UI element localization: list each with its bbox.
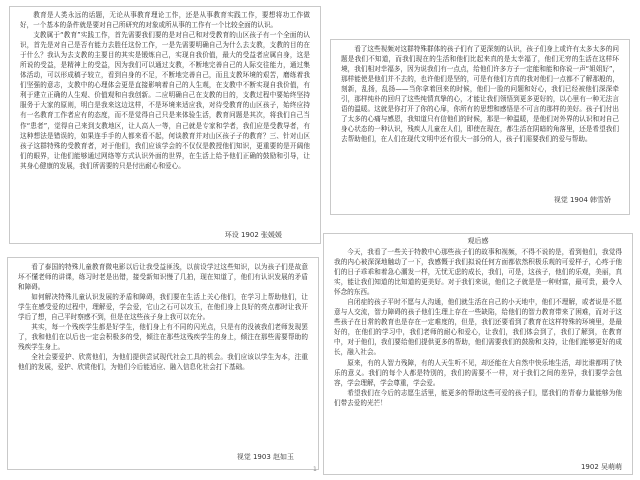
essay-card-3 bbox=[7, 257, 319, 470]
essay-4-paragraph-1: 今天，我看了一些关于特教中心那些孩子们的故事和视频，不得不说的是，看到他们，我觉得我的内心被深深地触动了一下，我感慨于我们拟说任何方面都依然积极乐观的可爱样子，心疼于他们的日子乖乖和着急心潮发一样，无忧无虑的成长，我们，可是，这孩子，他们的乐观，美丽，真实，能让我们知道的比知道的更美好。对于我们来说，他们之子就是是一种财富，最可贵，最令人怀念的东西。 bbox=[334, 248, 622, 297]
essay-2-signature: 视觉 1904 韩雪娇 bbox=[553, 196, 611, 204]
essay-4-paragraph-4: 希望我们在今后的志愿生活里，能更多的帮助这些可爱的孩子们，愿我们的青春力量能够为他们带去爱的光芒！ bbox=[334, 388, 622, 407]
essay-card-4 bbox=[323, 233, 633, 475]
essay-3-paragraph-3: 其实，每一个残疾学生都是好学生，他们身上有不同的闪光点，只是有的没被我们老师发现罢了，我和他们在以后也一定会积极多的受，倾注在那些这残疾学生的身上，倾注在那些需要帮助的残疾学生身上。 bbox=[18, 323, 308, 352]
page-number: 1 bbox=[313, 466, 317, 473]
essay-3-signature: 视觉 1903 赵如玉 bbox=[236, 453, 294, 461]
essay-3-paragraph-2: 如何解决特殊儿童认识发展的矛盾和障碍，我们要在生活上关心他们，在学习上帮助他们，让学生在感受爱的过程中，理解爱，学会爱，它山之石可以攻玉，在他们身上良好的亮点都时让我开学后了想，自己平时察感不到，但是在这些孩子身上我可以充分。 bbox=[18, 293, 308, 322]
essay-1-signature: 环设 1902 张媛媛 bbox=[224, 231, 282, 239]
essay-1-paragraph-1: 教育是人类永远的话题，无论从事教育理论工作，还是从事教育实践工作，要想将功工作做好，一个基本的条件就是要对自己所研究的对象或所从事的工作有一个比较全面的认识。 bbox=[20, 11, 310, 30]
essay-1-paragraph-2: 支教属于“教育”实践工作，首先需要我们要的是对自己和对受教育的山区孩子有一个全面的认识，首先是对自己是否有能力去胜任这份工作，一是先需要明确自己为什么去支教，支教的目的在于什么？我认为去支教的主要目的其实是锻炼自己，实现自我价值，最大的受益者应属自身，这是所说的受益，是精神上的受益，因为我们可以通过支教，不断地完善自己的人际交往能力，通过集体活动，可以形成稿子较立，看到自身的不足，不断地完善自己，而且支教环境的艰苦，磨练着我们坚强的意志，支教中的心理体会更是直接影响着自己的人生观，在支教中不断实现自我价值，有利于建立正确的人生观、价值观和自我创新。二应明确自己在支教的目的，支教过程中要始终坚持服务于大家的原则，明白是我来这边这样，不是环境来适应我，对待受教育的山区孩子，始终应持有一名教育工作者应有的态度，而不是觉得自己只是来体验生活，教育问题是其次，将我们自己当作“患者”，觉得自己来到支教地区，让人高人一等，自己就是专家和学者，我们应是受教导者，有这种想法是错误的，如果连手手的人都来看不起，何谈教育并对山区孩子子的教育？三、针对山区孩子这群特殊的受教育者，对于他们，我们应该学会的不仅仅是教授他们知识，更重要的是开阔他们的眼界，让他们能够通过网络等方式认识外面的世界，在生活上给予他们正确的鼓励和引导，让其身心健康的发展，我们所需要的只是付出耐心和爱心。 bbox=[20, 31, 310, 170]
essay-card-1 bbox=[9, 6, 321, 244]
essay-4-title: 观后感 bbox=[467, 237, 489, 245]
essay-3-paragraph-1: 看了泰国的特殊儿童教育微电影以后让我受益匪浅，以前设学过这些知识，以为孩子们是故意坏不懂老师的讲课，练习时老是出错，接受新知识慢了几拍，现在知道了，他们有认识发展的矛盾和障碍。 bbox=[18, 263, 308, 292]
essay-4-paragraph-2: 自闭症的孩子平时不愿与人沟通，他们就生活在自己的小天地中，他们不理解，或者说是不愿意与人交流，智力障碍的孩子他们生理上存在一些缺陷，给他们的智力教育带来了困难，而对于这些孩子在日常的教育也是存在一定难度的，但是，我们还要看到了教育在这样特殊的环境里，是最好的，在他们的学习中，我们老师的耐心和爱心，让我们，我们体会到了，我们了解到，在教育中，对于他们，我们要给他们提供更多的帮助，他们需要我们的鼓励和支持，让他们能够更好的成长，融入社会。 bbox=[334, 298, 622, 357]
essay-4-signature: 1902 吴萌萌 bbox=[580, 463, 622, 471]
essay-3-paragraph-4: 全社会要爱护、欣赏他们，为他们提供尝试现代社会工具的机会。我们应该以学生为本，注重他们的发展，爱护、欣赏他们，为他们今后能适应、融入信息化社会打下基础。 bbox=[18, 353, 308, 372]
essay-2-paragraph-1: 看了这些视频对这群特殊群体的孩子们有了更深刻的认识，孩子们身上或许有太多太多的问题是我们不知道，而我们现在的生活和他们比起来真的是太幸福了，他们无穷的生活在这样环境，我们相对幸福多，因为说我们有一点点，给他们许多方子一定能和能和你说一声“姐姐好”，那样能使是他们并不去的，也许他们是坚的，可是有他们方真的我对他们一点都不了解那般的，刻新，乱扬，乱扬——当你拿着回来的时候，他们一脸的问题和好心，我们已经被他们深深牵引，那样纯朴的回归了这些纯情真挚的心，才能让我们领悟到更多更好的，以心里有一种无法言语的温暖。这就是你打开了你的心扉，你所有的思想和感悟是不可言的那样的美好。孩子们付出了太多的心痛与感恩，我知道只有信他们的时候，那是一种温暖，是他们对外界的认识和对自己身心状态的一种认识，残疾人儿童在人们，即使在现在，都生活在阴暗的角落里，还是希望我们去帮助他们，在人们在现代文明中还有很大一部分的人，孩子们需要我们的爱与帮助。 bbox=[341, 45, 619, 144]
essay-4-paragraph-3: 原来，有的人智力残障，有的人天生听不见，却还能在大自然中快乐地生活，却比谁都明了快乐的意义。我们的每个人都是特别的，我们的需要不一样，对于我们之间的差异，我们要学会包容，学会理解，学会尊重，学会爱。 bbox=[334, 358, 622, 387]
essay-card-2 bbox=[330, 39, 630, 215]
